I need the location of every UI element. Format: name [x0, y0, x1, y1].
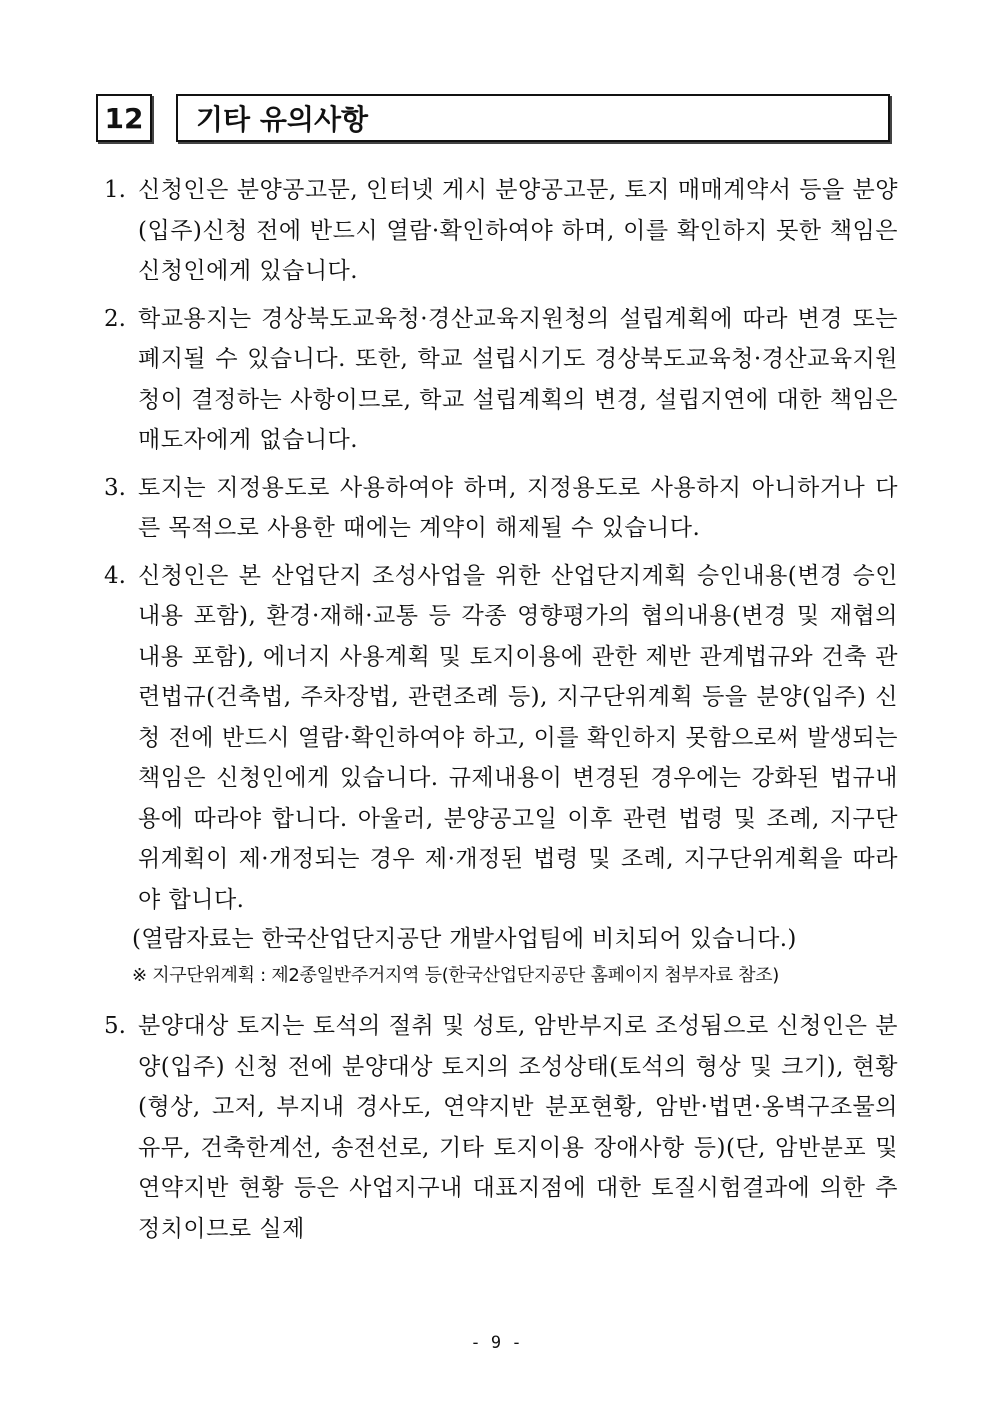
item-number: 2. [104, 305, 126, 332]
section-number: 12 [96, 94, 152, 142]
item-text: 학교용지는 경상북도교육청·경산교육지원청의 설립계획에 따라 변경 또는 폐지될 수 있습니다. 또한, 학교 설립시기도 경상북도교육청·경산교육지원청이 결정하는 사항이므로, 학교 설립계획의 변경, 설립지연에 대한 책임은 매도자에게 없습니다. [138, 305, 898, 453]
item-text: 신청인은 본 산업단지 조성사업을 위한 산업단지계획 승인내용(변경 승인내용 포함), 환경·재해·교통 등 각종 영향평가의 협의내용(변경 및 재협의내용 포함), 에너지 사용계획 및 토지이용에 관한 제반 관계법규와 건축 관련법규(건축법, 주차장법, 관련조례 등), 지구단위계획 등을 분양(입주) 신청 전에 반드시 열람·확인하여야 하고, 이를 확인하지 못함으로써 발생되는 책임은 신청인에게 있습니다. 규제내용이 변경된 경우에는 강화된 법규내용에 따라야 합니다. 아울러, 분양공고일 이후 관련 법령 및 조례, 지구단위계획이 제·개정되는 경우 제·개정된 법령 및 조례, 지구단위계획을 따라야 합니다. [138, 562, 898, 913]
item-number: 5. [104, 1013, 126, 1039]
item-text: 신청인은 분양공고문, 인터넷 게시 분양공고문, 토지 매매계약서 등을 분양(입주)신청 전에 반드시 열람·확인하여야 하며, 이를 확인하지 못한 책임은 신청인에게 있습니다. [138, 177, 898, 284]
item-text: 토지는 지정용도로 사용하여야 하며, 지정용도로 사용하지 아니하거나 다른 목적으로 사용한 때에는 계약이 해제될 수 있습니다. [138, 474, 898, 541]
list-item [104, 1006, 898, 1249]
document-body [104, 170, 898, 1256]
section-title: 기타 유의사항 [176, 94, 890, 142]
item-text: 분양대상 토지는 토석의 절취 및 성토, 암반부지로 조성됨으로 신청인은 분양(입주) 신청 전에 분양대상 토지의 조성상태(토석의 형상 및 크기), 현황(형상, 고저, 부지내 경사도, 연약지반 분포현황, 암반·법면·옹벽구조물의 유무, 건축한계선, 송전선로, 기타 토지이용 장애사항 등)(단, 암반분포 및 연약지반 현황 등은 사업지구내 대표지점에 대한 토질시험결과에 의한 추정치이므로 실제 [138, 1013, 898, 1242]
item-number: 4. [104, 562, 126, 589]
page-number: - 9 - [470, 1333, 522, 1353]
list-item [104, 170, 898, 292]
list-item [104, 468, 898, 549]
list-item [104, 299, 898, 461]
list-item [104, 556, 898, 921]
section-header [96, 94, 894, 144]
item-number: 3. [104, 474, 126, 501]
item-number: 1. [104, 177, 126, 203]
reading-materials-note: (열람자료는 한국산업단지공단 개발사업팀에 비치되어 있습니다.) [132, 926, 797, 952]
district-plan-note: ※ 지구단위계획 : 제2종일반주거지역 등(한국산업단지공단 홈페이지 첨부자료 참조) [132, 965, 779, 986]
